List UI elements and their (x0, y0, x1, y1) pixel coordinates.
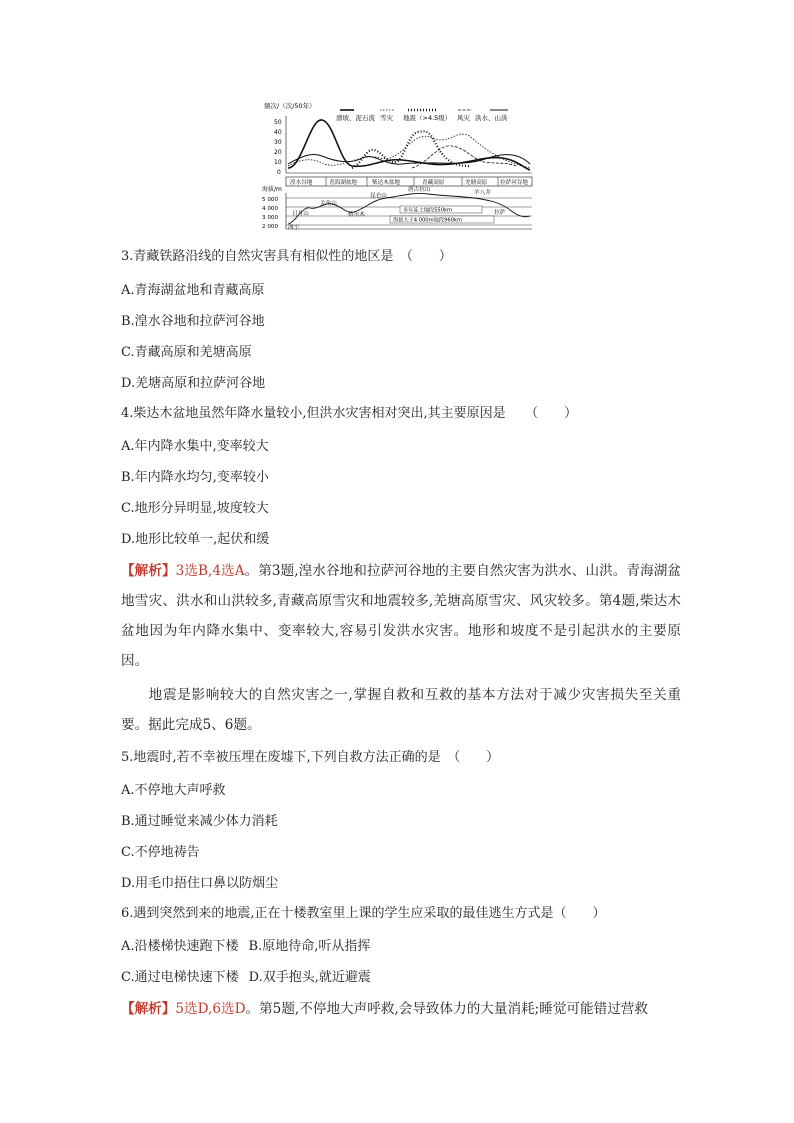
highaltitude-note: 海拔大于4 000m地段960km (393, 217, 462, 224)
q4-option-b: B.年内降水均匀,变率较小 (121, 470, 269, 485)
ytick-30: 30 (274, 139, 282, 146)
alt-tick-3000: 3 000 (262, 215, 279, 221)
place-lhasa: 拉萨 (494, 210, 506, 216)
place-kunlun: 昆仑山 (370, 193, 387, 199)
permafrost-note: 多年冻土地段550km (403, 207, 453, 214)
q6-option-c: C.通过电梯快速下楼 (121, 970, 239, 985)
region-qiangtang: 羌塘高原 (465, 180, 488, 186)
alt-tick-4000: 4 000 (262, 206, 279, 212)
q3-option-a: A.青海湖盆地和青藏高原 (121, 283, 265, 298)
q6-option-d: D.双手抱头,就近避震 (248, 970, 371, 985)
series-wind (412, 146, 516, 168)
legend-wind: 风灾 (457, 114, 470, 122)
explanation-5-6 (121, 994, 681, 1024)
explanation-3-4 (121, 556, 681, 676)
altitude-label: 海拔/m (262, 186, 282, 193)
q5-option-a: A.不停地大声呼救 (121, 783, 226, 798)
region-lhasa: 拉萨河谷地 (500, 180, 528, 186)
explanation2-body: 。第5题,不停地大声呼救,会导致体力的大量消耗;睡觉可能错过营救 (245, 1001, 648, 1017)
ytick-40: 40 (274, 129, 282, 136)
q5-option-b: B.通过睡觉来减少体力消耗 (121, 814, 278, 829)
explanation-answer: 3选B,4选A (175, 563, 245, 579)
ytick-10: 10 (274, 159, 282, 166)
q3-option-b: B.湟水谷地和拉萨河谷地 (121, 314, 265, 329)
intro-paragraph (121, 680, 681, 740)
series-landslide (288, 120, 530, 170)
q5-stem: 5.地震时,若不幸被压埋在废墟下,下列自救方法正确的是 （ ） (121, 750, 500, 765)
explanation2-answer: 5选D,6选D (175, 1001, 246, 1017)
ytick-0: 0 (277, 169, 281, 176)
legend-landslide: 滑坡、泥石流 (336, 114, 375, 122)
place-guanjiao: 关角山 (320, 201, 337, 207)
q3-stem: 3.青藏铁路沿线的自然灾害具有相似性的地区是 （ ） (121, 249, 452, 264)
explanation-body: 。第3题,湟水谷地和拉萨河谷地的主要自然灾害为洪水、山洪。青海湖盆地雪灾、洪水和山洪较多,青藏高原雪灾和地震较多,羌塘高原雪灾、风灾较多。第4题,柴达木盆地因为年内降水集中、变率较大,容易引发洪水灾害。地形和坡度不是引起洪水的主要原因。 (121, 563, 682, 669)
q3-option-c: C.青藏高原和羌塘高原 (121, 345, 252, 360)
q6-options-row2 (121, 970, 371, 986)
q6-options-row1 (121, 939, 370, 955)
ytick-50: 50 (274, 119, 282, 126)
disaster-chart-svg (262, 98, 538, 232)
place-xining: 西宁 (288, 225, 300, 231)
place-yangbajing: 羊八井 (474, 190, 491, 196)
q6-option-a: A.沿楼梯快速跑下楼 (121, 939, 239, 954)
ytick-20: 20 (274, 149, 282, 156)
q5-option-c: C.不停地祷告 (121, 845, 200, 860)
place-riyue: 日月山 (292, 211, 309, 217)
place-golmud: 格尔木 (348, 212, 365, 218)
alt-tick-2000: 2 000 (262, 224, 279, 230)
q3-option-d: D.羌塘高原和拉萨河谷地 (121, 376, 266, 391)
place-tanggula: 唐古拉山 (408, 187, 431, 193)
region-huangshui: 湟水谷地 (290, 180, 313, 186)
alt-tick-5000: 5 000 (262, 197, 279, 203)
explanation2-tag: 【解析】 (121, 1001, 176, 1017)
figure-ylabel: 频次/（次/50年） (264, 102, 316, 110)
q6-option-b: B.原地待命,听从指挥 (248, 939, 371, 954)
region-qinghaihu: 青海湖盆地 (329, 180, 357, 186)
q4-option-a: A.年内降水集中,变率较大 (121, 439, 269, 454)
legend-snow: 雪灾 (380, 114, 393, 122)
region-qaidam: 柴达木盆地 (372, 180, 400, 186)
legend-flood: 洪水、山洪 (475, 114, 508, 122)
region-strip (286, 177, 532, 186)
disaster-figure (262, 98, 538, 232)
explanation-tag: 【解析】 (121, 563, 176, 579)
q4-stem: 4.柴达木盆地虽然年降水量较小,但洪水灾害相对突出,其主要原因是 （ ） (121, 406, 578, 421)
q4-option-d: D.地形比较单一,起伏和缓 (121, 532, 270, 547)
region-qingzang: 青藏高原 (422, 180, 445, 186)
q6-stem: 6.遇到突然到来的地震,正在十楼教室里上课的学生应采取的最佳逃生方式是（ ） (121, 906, 606, 921)
intro-text: 地震是影响较大的自然灾害之一,掌握自救和互救的基本方法对于减少灾害损失至关重要。据此完成5、6题。 (121, 687, 681, 733)
q4-option-c: C.地形分异明显,坡度较大 (121, 501, 269, 516)
q5-option-d: D.用毛巾捂住口鼻以防烟尘 (121, 876, 279, 891)
legend-earthquake: 地震（>4.5级） (403, 114, 452, 122)
